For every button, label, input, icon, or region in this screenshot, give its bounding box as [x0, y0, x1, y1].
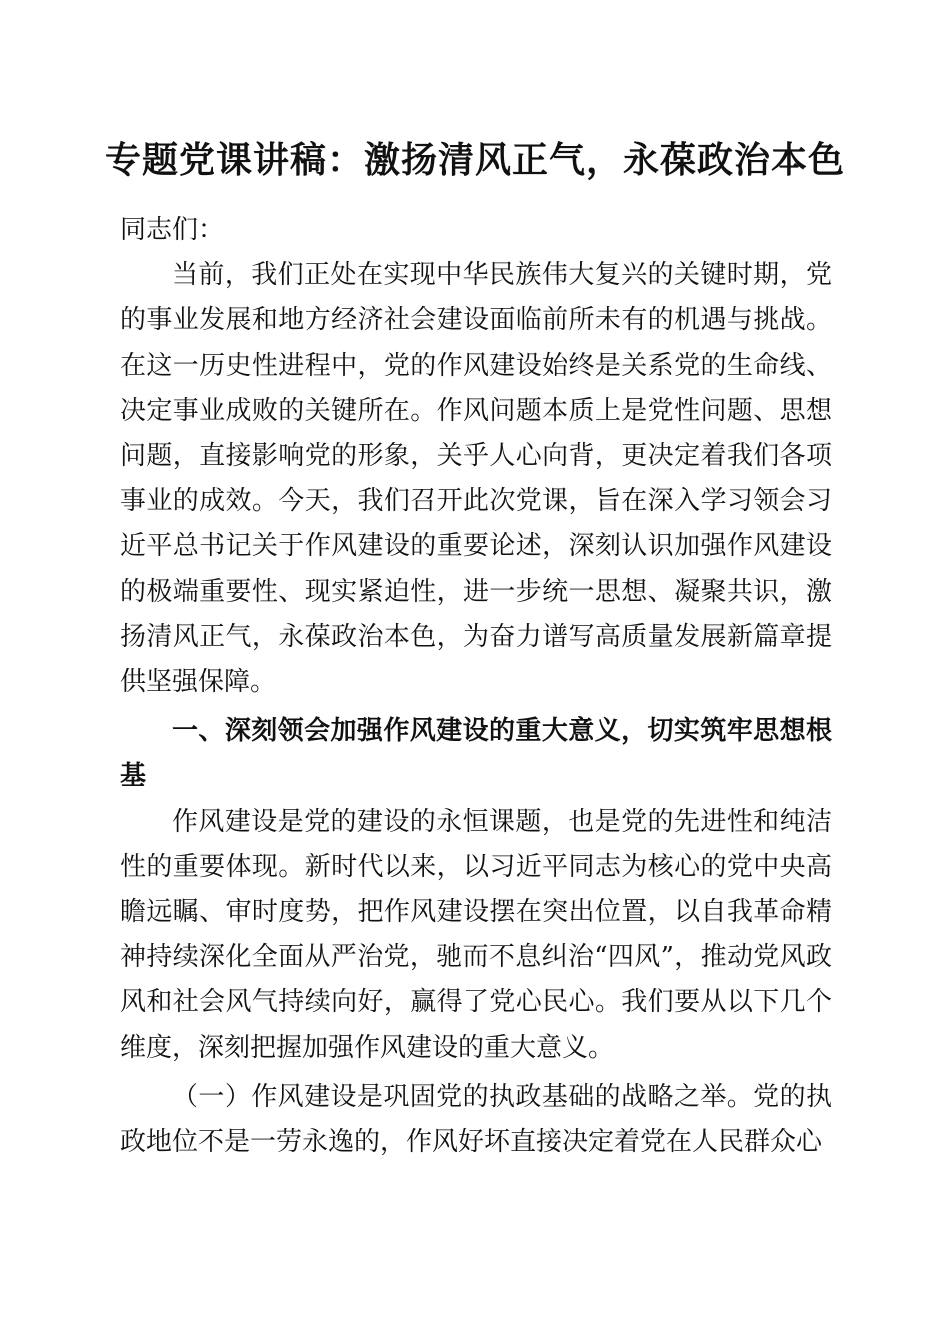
section-heading-1: 一、深刻领会加强作风建设的重大意义，切实筑牢思想根基	[120, 716, 832, 792]
document-body	[120, 208, 832, 1165]
document-title: 专题党课讲稿：激扬清风正气，永葆政治本色	[104, 139, 845, 181]
salutation: 同志们：	[120, 215, 225, 245]
subsection-1-1: （一）作风建设是巩固党的执政基础的战略之举。党的执政地位不是一劳永逸的，作风好坏直接决定着党在人民群众心	[120, 1081, 832, 1158]
section-1-paragraph: 作风建设是党的建设的永恒课题，也是党的先进性和纯洁性的重要体现。新时代以来，以习近平同志为核心的党中央高瞻远瞩、审时度势，把作风建设摆在突出位置，以自我革命精神持续深化全面从严治党，驰而不息纠治“四风”，推动党风政风和社会风气持续向好，赢得了党心民心。我们要从以下几个维度，深刻把握加强作风建设的重大意义。	[120, 806, 832, 1063]
intro-paragraph: 当前，我们正处在实现中华民族伟大复兴的关键时期，党的事业发展和地方经济社会建设面临前所未有的机遇与挑战。在这一历史性进程中，党的作风建设始终是关系党的生命线、决定事业成败的关键所在。作风问题本质上是党性问题、思想问题，直接影响党的形象，关乎人心向背，更决定着我们各项事业的成效。今天，我们召开此次党课，旨在深入学习领会习近平总书记关于作风建设的重要论述，深刻认识加强作风建设的极端重要性、现实紧迫性，进一步统一思想、凝聚共识，激扬清风正气，永葆政治本色，为奋力谱写高质量发展新篇章提供坚强保障。	[120, 260, 832, 698]
